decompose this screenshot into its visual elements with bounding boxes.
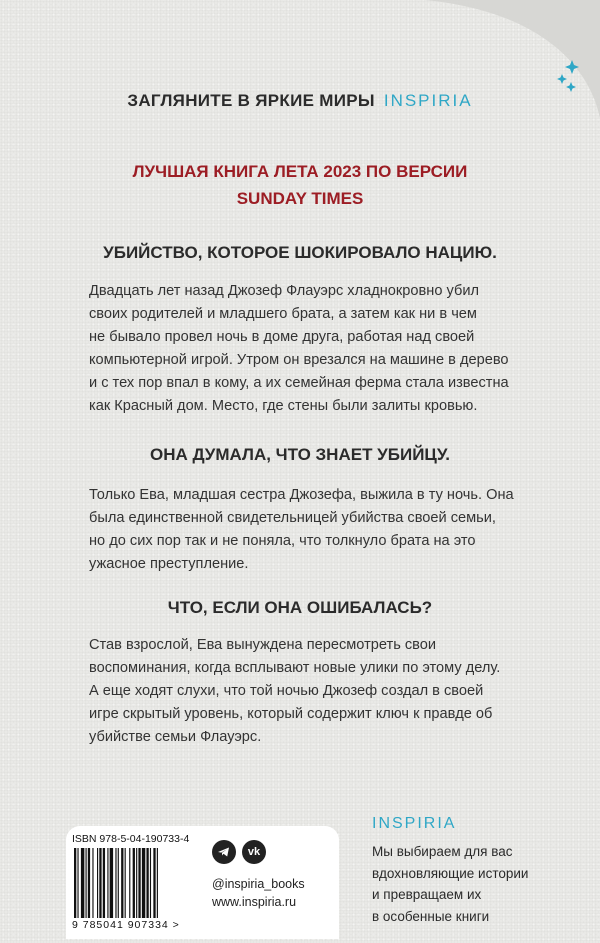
section-paragraph-1 xyxy=(89,280,519,418)
paragraph-line: компьютерной игрой. Утром он врезался на машине в дерево xyxy=(89,352,509,368)
barcode-number: 9 785041 907334 > xyxy=(72,919,180,931)
paragraph-line: убийстве семьи Флауэрс. xyxy=(89,729,262,745)
slogan-line: и превращаем их xyxy=(372,887,482,902)
paragraph-line: ужасное преступление. xyxy=(89,556,249,572)
paragraph-line: А еще ходят слухи, что той ночью Джозеф создал в своей xyxy=(89,683,484,699)
telegram-icon[interactable] xyxy=(212,840,236,864)
section-paragraph-3 xyxy=(89,634,519,749)
slogan-line: Мы выбираем для вас xyxy=(372,844,513,859)
footer-slogan xyxy=(372,841,528,927)
slogan-line: в особенные книги xyxy=(372,908,490,924)
paragraph-line: воспоминания, когда всплывают новые улики по этому делу. xyxy=(89,660,501,676)
section-heading-1: УБИЙСТВО, КОТОРОЕ ШОКИРОВАЛО НАЦИЮ. xyxy=(103,243,497,262)
paragraph-line: но до сих пор так и не поняла, что толкнуло брата на это xyxy=(89,533,476,549)
paragraph-line: Став взрослой, Ева вынуждена пересмотреть свои xyxy=(89,637,437,653)
paragraph-line: Только Ева, младшая сестра Джозефа, выжила в ту ночь. Она xyxy=(89,487,514,503)
paragraph-line: не бывало провел ночь в доме друга, работая над своей xyxy=(89,329,475,345)
section-paragraph-2 xyxy=(89,484,519,576)
brand-name: INSPIRIA xyxy=(383,91,473,110)
award-banner xyxy=(0,158,600,212)
paragraph-line: Двадцать лет назад Джозеф Флауэрс хладнокровно убил xyxy=(89,283,480,299)
paragraph-line: своих родителей и младшего брата, а затем как ни в чем xyxy=(89,306,477,322)
section-heading-2: ОНА ДУМАЛА, ЧТО ЗНАЕТ УБИЙЦУ. xyxy=(149,445,450,464)
slogan-line: вдохновляющие истории xyxy=(372,865,529,881)
isbn-label: ISBN 978-5-04-190733-4 xyxy=(72,833,190,845)
social-handle[interactable]: @inspiria_books xyxy=(212,877,305,891)
barcode-panel xyxy=(66,826,339,939)
website-link[interactable]: www.inspiria.ru xyxy=(212,895,297,909)
paragraph-line: как Красный дом. Место, где стены были залиты кровью. xyxy=(89,398,478,414)
paragraph-line: игре скрытый уровень, который содержит ключ к правде об xyxy=(89,706,493,722)
tagline xyxy=(0,91,600,111)
footer-brand: INSPIRIA xyxy=(372,815,457,832)
vk-icon[interactable]: vk xyxy=(242,840,266,864)
tagline-text: ЗАГЛЯНИТЕ В ЯРКИЕ МИРЫ xyxy=(127,91,375,110)
award-line-2: SUNDAY TIMES xyxy=(236,189,364,208)
barcode-image xyxy=(72,848,200,918)
paragraph-line: и с тех пор впал в кому, а их семейная ферма стала известна xyxy=(89,375,509,391)
section-heading-3: ЧТО, ЕСЛИ ОНА ОШИБАЛАСЬ? xyxy=(167,598,433,617)
paragraph-line: была единственной свидетельницей убийства своей семьи, xyxy=(89,510,496,526)
award-line-1: ЛУЧШАЯ КНИГА ЛЕТА 2023 ПО ВЕРСИИ xyxy=(132,162,468,181)
social-icons xyxy=(212,840,272,864)
